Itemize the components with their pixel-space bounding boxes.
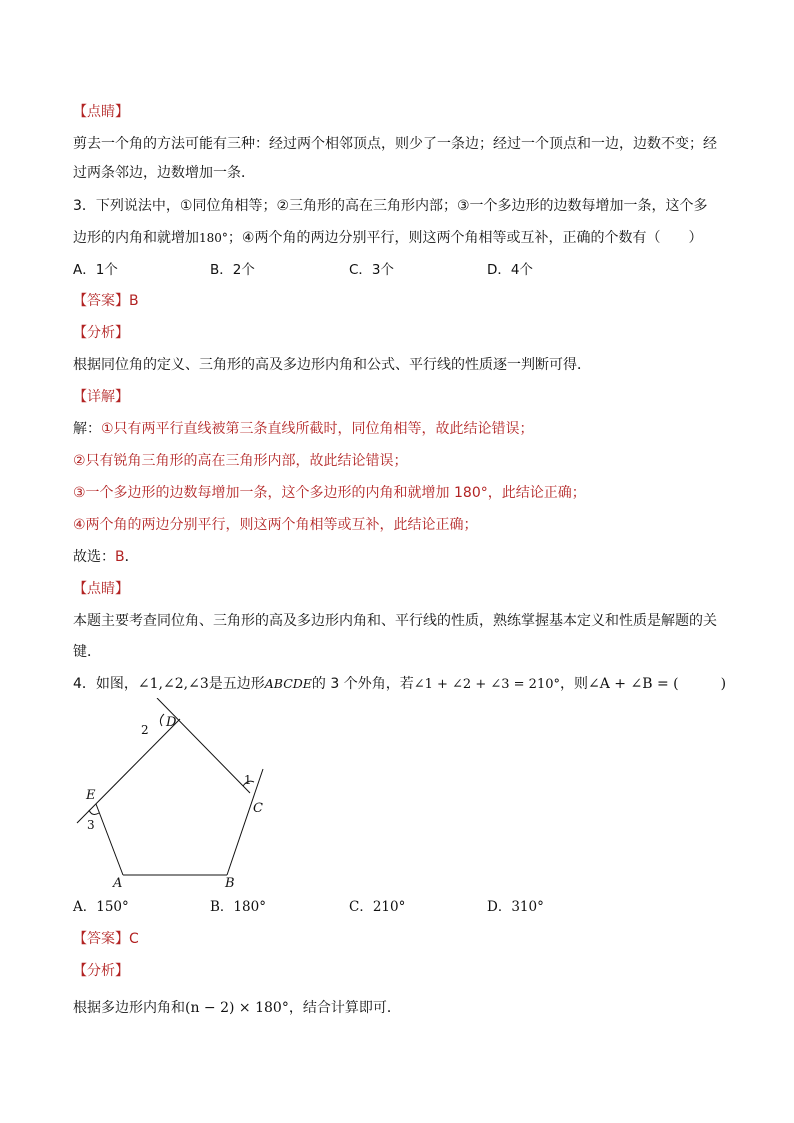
q4-stem-1: 4．如图，: [73, 676, 138, 692]
q3-detail-label: 【详解】: [73, 389, 129, 405]
q4-angles: ∠1,∠2,∠3: [137, 676, 209, 692]
vertex-c-label: C: [253, 801, 263, 816]
q4-poly: ABCDE: [264, 676, 312, 691]
q3-detail-3: ③一个多边形的边数每增加一条，这个多边形的内角和就增加 180°，此结论正确；: [73, 485, 586, 501]
q3-stem-2a: 边形的内角和就增加: [73, 230, 199, 246]
q3-point-line-2: 键．: [73, 644, 101, 660]
q3-deg: 180°: [199, 231, 228, 245]
q3-option-c: C．3个: [349, 262, 395, 278]
q4-analysis-label: 【分析】: [73, 963, 129, 979]
q4-stem-3: 的 3 个外角，若: [311, 676, 414, 692]
q3-detail-2: ②只有锐角三角形的高在三角形内部，故此结论错误；: [73, 453, 408, 469]
angle-1-label: 1: [244, 773, 252, 787]
pentagon-figure: [70, 698, 280, 894]
q3-answer-label: 【答案】: [73, 293, 129, 309]
q4-answer-value: C: [129, 931, 139, 947]
q3-stem-line-1: 3．下列说法中，①同位角相等；②三角形的高在三角形内部；③一个多边形的边数每增加一条，这个多: [73, 198, 708, 214]
vertex-b-label: B: [225, 876, 235, 891]
q3-stem-2b: ；④两个角的两边分别平行，则这两个角相等或互补，正确的个数有（ ）: [227, 230, 703, 246]
side-ea: [96, 804, 123, 875]
vertex-a-label: A: [113, 876, 123, 891]
q3-detail-1: [73, 419, 534, 439]
q4-option-b: B．180°: [210, 899, 266, 915]
q3-choose-a: 故选：: [73, 549, 115, 565]
q4-stem: [73, 674, 726, 695]
q4-stem-4: ，则: [560, 676, 588, 692]
q3-choose-b: B: [115, 549, 125, 565]
q4-option-d: D．310°: [487, 899, 544, 915]
q3-answer: [73, 291, 139, 311]
q4-stem-5: = ( ): [652, 676, 727, 692]
q3-detail-1a: 解：: [73, 421, 101, 437]
q4-answer: [73, 929, 139, 949]
q3-analysis-label: 【分析】: [73, 325, 129, 341]
line-ed-extended: [77, 719, 180, 823]
q3-choose-c: ．: [124, 549, 139, 565]
q4-cond: ∠1 + ∠2 + ∠3 = 210°: [413, 677, 560, 692]
line-dc-extended: [157, 698, 250, 793]
q4-analysis-formula: (n − 2) × 180°: [185, 1000, 289, 1016]
q3-detail-4: ④两个角的两边分别平行，则这两个角相等或互补，此结论正确；: [73, 517, 478, 533]
vertex-d-label: D: [166, 715, 177, 730]
q4-stem-2: 是五边形: [208, 676, 265, 692]
angle-2-label: 2: [141, 723, 149, 737]
q4-target: ∠A + ∠B: [588, 676, 653, 692]
q3-option-b: B．2个: [210, 262, 255, 278]
q3-option-d: D．4个: [487, 262, 533, 278]
tip-line-1: 剪去一个角的方法可能有三种：经过两个相邻顶点，则少了一条边；经过一个顶点和一边，边数不变；经: [73, 136, 717, 152]
q3-choose: [73, 547, 139, 567]
q4-option-c: C．210°: [349, 899, 406, 915]
q4-option-a: A．150°: [73, 899, 129, 915]
angle-arc-3: [89, 810, 99, 814]
q3-answer-value: B: [129, 293, 139, 309]
q3-point-line-1: 本题主要考查同位角、三角形的高及多边形内角和、平行线的性质，熟练掌握基本定义和性质是解题的关: [73, 613, 717, 629]
angle-3-label: 3: [87, 818, 95, 832]
q4-answer-label: 【答案】: [73, 931, 129, 947]
vertex-e-label: E: [86, 788, 96, 803]
q3-point-label: 【点睛】: [73, 581, 129, 597]
q3-option-a: A．1个: [73, 262, 118, 278]
q4-analysis-text: [73, 998, 401, 1018]
q4-analysis-b: ，结合计算即可．: [288, 1000, 401, 1016]
angle-arc-2: [160, 714, 164, 726]
tip-line-2: 过两条邻边，边数增加一条．: [73, 165, 255, 181]
q4-analysis-a: 根据多边形内角和: [73, 1000, 185, 1016]
q3-stem-line-2: [73, 228, 702, 248]
q3-analysis-text: 根据同位角的定义、三角形的高及多边形内角和公式、平行线的性质逐一判断可得．: [73, 357, 591, 373]
q3-detail-1b: ①只有两平行直线被第三条直线所截时，同位角相等，故此结论错误；: [101, 421, 534, 437]
tip-heading: 【点睛】: [73, 104, 129, 120]
